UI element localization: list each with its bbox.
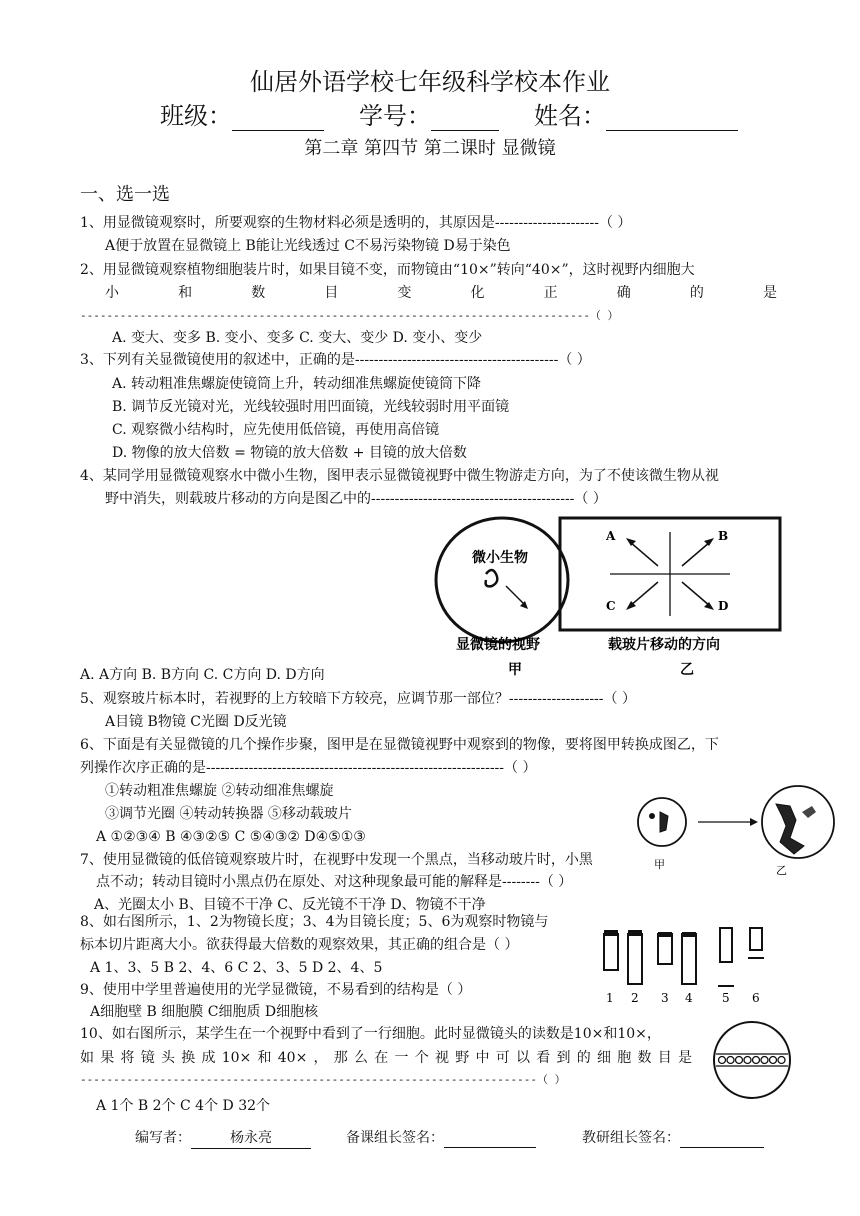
research-leader-field [582,1128,764,1148]
cell-large [776,804,804,854]
q8-stem-1: 8、如右图所示，1、2为物镜长度；3、4为目镜长度；5、6为观察时物镜与 [80,914,549,930]
label-1: 1 [606,991,614,1005]
organism-label: 微小生物 [472,550,528,566]
q10-options: A 1个 B 2个 C 4个 D 32个 [96,1098,271,1114]
number-label: 学号： [359,102,431,130]
arrow-c [630,582,658,606]
q3-option-a: A. 转动粗准焦螺旋使镜筒上升，转动细准焦螺旋使镜筒下降 [112,376,482,392]
cell-row [719,1057,786,1064]
field-caption: 显微镜的视野 [456,637,540,653]
q6-figure [636,784,836,876]
writer-label: 编写者： [135,1130,191,1146]
q1-options: A便于放置在显微镜上 B能让光线透过 C不易污染物镜 D易于染色 [105,238,511,254]
q4-options: A. A方向 B. B方向 C. C方向 D. D方向 [80,667,325,683]
q8-stem-2: 标本切片距离大小。欲获得最大倍数的观察效果，其正确的组合是（ ） [80,937,519,953]
label-3: 3 [661,991,669,1005]
arrow-d [682,582,710,606]
prep-leader-blank[interactable] [444,1131,536,1148]
q4-stem-2: 野中消失，则载玻片移动的方向是图乙中的-------------------------------------------（ ） [105,491,607,507]
name-field [534,96,738,131]
q10-stem-2: 如果将镜头换成10×和40×，那么在一个视野中可以看到的细胞数目是 [80,1050,692,1066]
organism-shape [486,570,498,586]
jia-label: 甲 [508,662,522,678]
distance-6-lens [750,928,762,950]
label-4: 4 [685,991,693,1005]
cell-small [660,812,668,832]
label-2: 2 [631,991,639,1005]
section-title: 一、选一选 [80,184,170,205]
q3-option-d: D. 物像的放大倍数 = 物镜的放大倍数 + 目镜的放大倍数 [112,445,467,461]
q6-yi-label: 乙 [776,864,787,876]
prep-leader-label: 备课组长签名： [346,1130,444,1146]
field-of-view-circle [436,518,568,642]
label-6: 6 [752,991,760,1005]
q7-stem-2: 点不动；转动目镜时小黑点仍在原处、对这种现象最可能的解释是--------（ ） [96,874,573,890]
q6-jia-label: 甲 [654,858,665,871]
q3-option-c: C. 观察微小结构时，应先使用低倍镜，再使用高倍镜 [112,422,440,438]
q2-options: A. 变大、变多 B. 变小、变多 C. 变大、变少 D. 变小、变少 [112,330,483,346]
q7-options: A、光圈太小 B、目镜不干净 C、反光镜不干净 D、物镜不干净 [94,897,486,913]
writer-name: 杨永亮 [191,1128,311,1149]
q5-stem: 5、观察玻片标本时，若视野的上方较暗下方较亮，应调节那一部位？--------------------（ ） [80,691,636,707]
name-label: 姓名： [534,102,606,130]
class-label: 班级： [160,102,232,130]
prep-leader-field [346,1128,536,1148]
q6-steps-2: ③调节光圈 ④转动转换器 ⑤移动载玻片 [105,806,352,822]
yi-label: 乙 [680,662,694,678]
writer-field [135,1128,311,1149]
number-blank[interactable] [431,110,499,131]
label-5: 5 [722,991,730,1005]
q3-stem: 3、下列有关显微镜使用的叙述中，正确的是-------------------------------------------（ ） [80,352,591,368]
objective-2 [628,934,642,984]
q1-stem: 1、用显微镜观察时，所要观察的生物材料必须是透明的，其原因是----------------------（ ） [80,215,632,231]
objective-1 [604,934,618,970]
q5-options: A目镜 B物镜 C光圈 D反光镜 [105,714,287,730]
research-leader-blank[interactable] [680,1131,764,1148]
eyepiece-4 [682,934,696,984]
q2-stem-3: -----------------------------------------------------------------------------（ ） [80,309,619,322]
arrow-b [682,542,710,566]
q2-stem-1: 2、用显微镜观察植物细胞装片时，如果目镜不变，而物镜由“10×”转向“40×”，这时视野内细胞大 [80,262,695,278]
q4-stem-1: 4、某同学用显微镜观察水中微小生物，图甲表示显微镜视野中微生物游走方向，为了不使该微生物从视 [80,468,719,484]
chapter-title: 第二章 第四节 第二课时 显微镜 [304,138,556,159]
q8-options: A 1、3、5 B 2、4、6 C 2、3、5 D 2、4、5 [90,960,383,976]
q10-stem-3: ---------------------------------------------------------------------（ ） [80,1073,566,1086]
q10-figure [710,1018,794,1102]
q3-option-b: B. 调节反光镜对光，光线较强时用凹面镜，光线较弱时用平面镜 [112,399,510,415]
arrow-c-label: C [606,599,616,613]
name-blank[interactable] [606,110,738,131]
school-title: 仙居外语学校七年级科学校本作业 [250,68,610,96]
class-blank[interactable] [232,110,324,131]
research-leader-label: 教研组长签名： [582,1130,680,1146]
eyepiece-3 [658,934,672,964]
q8-figure [596,924,776,1006]
q10-stem-1: 10、如右图所示，某学生在一个视野中看到了一行细胞。此时显微镜头的读数是10×和10×， [80,1026,661,1042]
distance-5-lens [720,928,732,962]
q9-stem: 9、使用中学里普遍使用的光学显微镜，不易看到的结构是（ ） [80,982,472,998]
q6-stem-2: 列操作次序正确的是---------------------------------------------------------------（ ） [80,760,537,776]
q2-stem-2: 小和数目变化正确的是 [105,285,777,301]
arrow-a-label: A [606,529,616,543]
arrow-d-label: D [718,599,729,613]
slide-caption: 载玻片移动的方向 [608,637,720,653]
q9-options: A细胞壁 B 细胞膜 C细胞质 D细胞核 [90,1004,319,1020]
q4-figure [430,512,790,684]
class-field [160,96,324,131]
q7-stem-1: 7、使用显微镜的低倍镜观察玻片时，在视野中发现一个黑点，当移动玻片时，小黑 [80,852,593,868]
q6-steps-1: ①转动粗准焦螺旋 ②转动细准焦螺旋 [105,783,334,799]
arrow-b-label: B [718,529,729,543]
q6-options: A ①②③④ B ④③②⑤ C ⑤④③② D④⑤①③ [96,829,366,845]
q6-stem-1: 6、下面是有关显微镜的几个操作步聚，图甲是在显微镜视野中观察到的物像，要将图甲转换成图乙，下 [80,737,719,753]
arrow-a [630,542,658,566]
number-field [359,96,499,131]
